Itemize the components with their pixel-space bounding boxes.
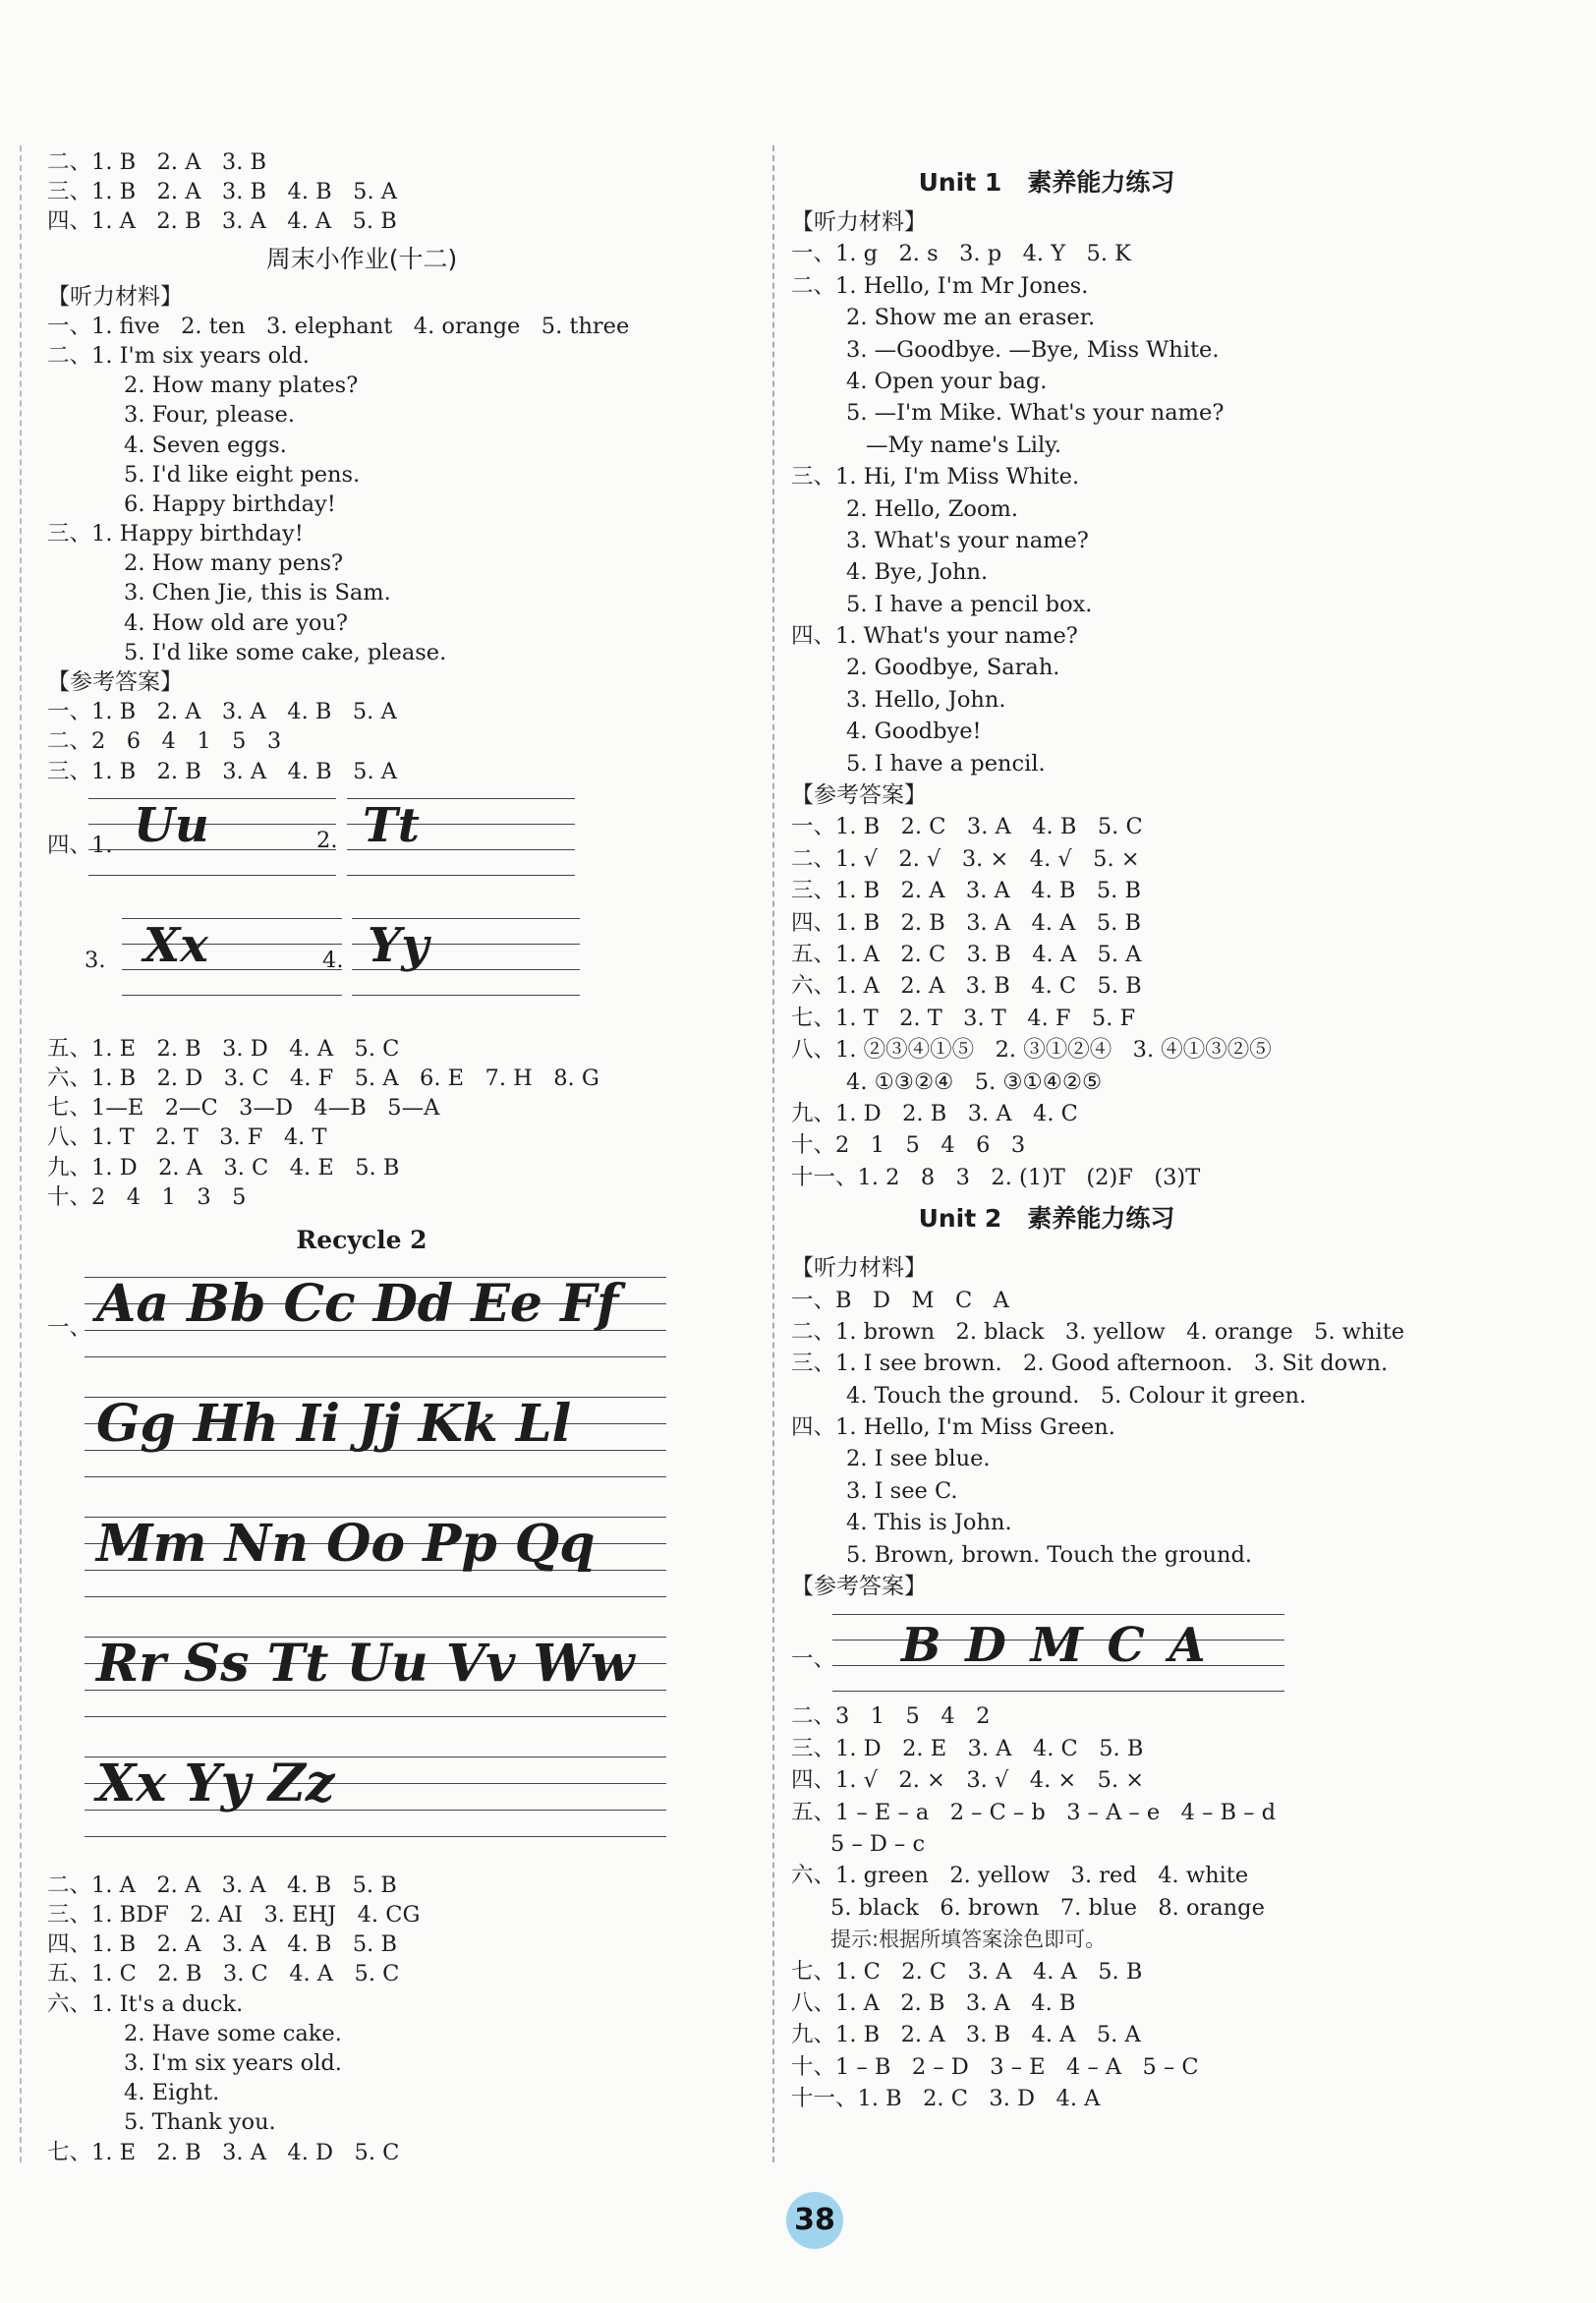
- item-number: 4.: [322, 947, 344, 973]
- answer-line: 三、1. B 2. A 3. A 4. B 5. B: [791, 878, 1142, 904]
- answer-heading: 【参考答案】: [791, 782, 927, 809]
- listen-line: 3. Hello, John.: [846, 686, 1006, 713]
- answer-line: 四、1. A 2. B 3. A 4. A 5. B: [47, 208, 397, 235]
- handwritten-alphabet-row: Gg Hh Ii Jj Kk Ll: [96, 1393, 572, 1454]
- answer-line: 十、2 4 1 3 5: [47, 1183, 247, 1210]
- listen-line: 3. What's your name?: [846, 527, 1089, 553]
- answer-line: 八、1. T 2. T 3. F 4. T: [47, 1124, 327, 1151]
- answer-line: 七、1. C 2. C 3. A 4. A 5. B: [791, 1958, 1143, 1985]
- listen-line: 6. Happy birthday!: [124, 490, 336, 517]
- answer-line: 3. I'm six years old.: [124, 2050, 342, 2076]
- listen-line: 4. Bye, John.: [846, 559, 989, 586]
- handwritten-letters: Xx: [143, 917, 208, 973]
- handwritten-letters: Tt: [363, 797, 420, 853]
- answer-line: 4. Eight.: [124, 2080, 220, 2106]
- answer-heading: 【参考答案】: [47, 669, 183, 695]
- answer-line: 十一、1. 2 8 3 2. (1)T (2)F (3)T: [791, 1164, 1201, 1190]
- handwriting-lines: [122, 918, 342, 997]
- item-number: 2.: [316, 827, 338, 853]
- answer-line: 七、1. T 2. T 3. T 4. F 5. F: [791, 1005, 1136, 1031]
- answer-line: 四、1. B 2. A 3. A 4. B 5. B: [47, 1931, 398, 1958]
- handwritten-alphabet-row: Mm Nn Oo Pp Qq: [96, 1513, 596, 1574]
- answer-line: 九、1. D 2. A 3. C 4. E 5. B: [47, 1154, 400, 1180]
- listen-line: 4. Seven eggs.: [124, 432, 287, 458]
- answer-heading: 【参考答案】: [791, 1574, 927, 1600]
- handwriting-lines: [832, 1614, 1284, 1693]
- section-title-weekend-12: 周末小作业(十二): [265, 244, 458, 273]
- right-column: [791, 159, 1405, 2114]
- answer-line: 四、1. √ 2. × 3. √ 4. × 5. ×: [791, 1767, 1145, 1794]
- listen-line: 2. How many pens?: [124, 550, 344, 577]
- handwritten-alphabet-row: Aa Bb Cc Dd Ee Ff: [96, 1273, 619, 1334]
- item-number: 3.: [85, 947, 106, 973]
- listen-line: 三、1. Happy birthday!: [47, 521, 304, 547]
- handwriting-lines: [85, 1633, 666, 1717]
- handwritten-letters: Yy: [368, 917, 429, 973]
- answer-line: 八、1. ②③④①⑤ 2. ③①②④ 3. ④①③②⑤: [791, 1037, 1272, 1064]
- answer-line: 六、1. It's a duck.: [47, 1990, 244, 2017]
- listen-line: 4. Open your bag.: [846, 368, 1048, 394]
- listen-line: 3. —Goodbye. —Bye, Miss White.: [846, 336, 1220, 363]
- answer-line: 六、1. green 2. yellow 3. red 4. white: [791, 1863, 1249, 1889]
- item-prefix: 四、1.: [47, 832, 113, 858]
- listening-heading: 【听力材料】: [47, 283, 183, 310]
- answer-line: 三、1. BDF 2. AI 3. EHJ 4. CG: [47, 1902, 421, 1929]
- handwriting-lines: [352, 918, 580, 997]
- listen-line: 4. Goodbye!: [846, 719, 982, 745]
- answer-line: 九、1. B 2. A 3. B 4. A 5. A: [791, 2022, 1141, 2048]
- listening-heading: 【听力材料】: [791, 209, 927, 235]
- answer-line: 八、1. A 2. B 3. A 4. B: [791, 1989, 1076, 2016]
- left-column: [47, 147, 676, 2167]
- handwriting-lines: [85, 1753, 666, 1837]
- answer-line: 十、2 1 5 4 6 3: [791, 1132, 1026, 1159]
- answer-line: 九、1. D 2. B 3. A 4. C: [791, 1100, 1078, 1126]
- answer-line: 二、2 6 4 1 5 3: [47, 728, 282, 755]
- listen-line: 2. How many plates?: [124, 373, 359, 399]
- listen-line: 5. —I'm Mike. What's your name?: [846, 400, 1225, 427]
- listen-line: 二、1. I'm six years old.: [47, 342, 310, 369]
- section-title-unit-2: Unit 2 素养能力练习: [918, 1204, 1175, 1234]
- item-prefix: 一、: [791, 1646, 836, 1673]
- handwritten-alphabet-row: Rr Ss Tt Uu Vv Ww: [96, 1633, 635, 1694]
- answer-line: 二、1. √ 2. √ 3. × 4. √ 5. ×: [791, 845, 1140, 872]
- listen-line: 一、1. g 2. s 3. p 4. Y 5. K: [791, 241, 1131, 267]
- answer-line: 三、1. B 2. B 3. A 4. B 5. A: [47, 758, 398, 784]
- answer-line: 十、1 – B 2 – D 3 – E 4 – A 5 – C: [791, 2053, 1199, 2080]
- listen-line: 3. Four, please.: [124, 402, 295, 429]
- handwritten-letters: B D M C A: [901, 1618, 1210, 1674]
- listen-line: 四、1. What's your name?: [791, 623, 1078, 650]
- answer-line: 七、1—E 2—C 3—D 4—B 5—A: [47, 1095, 440, 1122]
- answer-line: 二、3 1 5 4 2: [791, 1703, 991, 1730]
- listen-line: 四、1. Hello, I'm Miss Green.: [791, 1414, 1115, 1441]
- listen-line: 4. Touch the ground. 5. Colour it green.: [846, 1382, 1307, 1409]
- listen-line: 三、1. Hi, I'm Miss White.: [791, 464, 1080, 490]
- answer-line: 4. ①③②④ 5. ③①④②⑤: [846, 1068, 1103, 1095]
- listen-line: 3. Chen Jie, this is Sam.: [124, 580, 391, 606]
- answer-line: 5. black 6. brown 7. blue 8. orange: [830, 1894, 1265, 1921]
- listen-line: 2. Show me an eraser.: [846, 305, 1096, 331]
- listen-line: 2. Hello, Zoom.: [846, 495, 1019, 522]
- answer-line: 六、1. A 2. A 3. B 4. C 5. B: [791, 973, 1142, 1000]
- handwriting-lines: [85, 1273, 666, 1357]
- listen-line: 5. I'd like eight pens.: [124, 461, 361, 488]
- page-number: 38: [786, 2192, 843, 2249]
- answer-line: 四、1. B 2. B 3. A 4. A 5. B: [791, 909, 1142, 936]
- handwriting-letters-block: [791, 1602, 1302, 1700]
- listen-line: 5. I'd like some cake, please.: [124, 639, 447, 665]
- answer-line: 二、1. A 2. A 3. A 4. B 5. B: [47, 1871, 397, 1898]
- listen-line: 2. I see blue.: [846, 1446, 991, 1472]
- left-margin-divider: [20, 145, 22, 2162]
- handwriting-lines: [85, 1393, 666, 1477]
- listening-heading: 【听力材料】: [791, 1255, 927, 1282]
- listen-line: 5. I have a pencil.: [846, 750, 1046, 777]
- answer-line: 2. Have some cake.: [124, 2020, 342, 2046]
- section-title-unit-1: Unit 1 素养能力练习: [918, 168, 1175, 197]
- alphabet-handwriting-block: [47, 1269, 676, 1871]
- listen-line: 3. I see C.: [846, 1477, 958, 1504]
- answer-line: 一、1. B 2. C 3. A 4. B 5. C: [791, 814, 1143, 840]
- listen-line: 4. This is John.: [846, 1510, 1012, 1536]
- listen-line: 一、B D M C A: [791, 1287, 1009, 1313]
- listen-line: 5. I have a pencil box.: [846, 591, 1093, 617]
- answer-line: 二、1. B 2. A 3. B: [47, 149, 267, 175]
- listen-line: 2. Goodbye, Sarah.: [846, 655, 1060, 681]
- answer-line: 5 – D – c: [830, 1830, 926, 1857]
- answer-line: 一、1. B 2. A 3. A 4. B 5. A: [47, 699, 397, 725]
- answer-line: 七、1. E 2. B 3. A 4. D 5. C: [47, 2139, 400, 2165]
- answer-line: 五、1. A 2. C 3. B 4. A 5. A: [791, 941, 1142, 967]
- listen-line: 二、1. brown 2. black 3. yellow 4. orange 5. white: [791, 1318, 1405, 1345]
- item-prefix: 一、: [47, 1314, 92, 1341]
- hint-line: 提示:根据所填答案涂色即可。: [830, 1928, 1107, 1952]
- handwritten-letters: Uu: [134, 797, 209, 853]
- listen-line: 三、1. I see brown. 2. Good afternoon. 3. Sit down.: [791, 1351, 1389, 1377]
- listen-line: —My name's Lily.: [866, 432, 1062, 458]
- handwriting-letters-block: [47, 786, 676, 1034]
- listen-line: 二、1. Hello, I'm Mr Jones.: [791, 272, 1089, 299]
- answer-line: 六、1. B 2. D 3. C 4. F 5. A 6. E 7. H 8. G: [47, 1065, 599, 1091]
- answer-line: 三、1. D 2. E 3. A 4. C 5. B: [791, 1735, 1144, 1761]
- section-title-recycle-2: Recycle 2: [296, 1225, 428, 1254]
- answer-line: 五、1. E 2. B 3. D 4. A 5. C: [47, 1035, 400, 1062]
- listen-line: 4. How old are you?: [124, 609, 348, 636]
- answer-line: 十一、1. B 2. C 3. D 4. A: [791, 2086, 1101, 2112]
- column-divider: [772, 145, 774, 2162]
- answer-line: 五、1 – E – a 2 – C – b 3 – A – e 4 – B – d: [791, 1799, 1277, 1825]
- answer-line: 五、1. C 2. B 3. C 4. A 5. C: [47, 1961, 400, 1987]
- handwriting-lines: [85, 1513, 666, 1597]
- listen-line: 5. Brown, brown. Touch the ground.: [846, 1541, 1253, 1568]
- answer-line: 三、1. B 2. A 3. B 4. B 5. A: [47, 179, 398, 205]
- answer-line: 5. Thank you.: [124, 2109, 276, 2136]
- handwriting-lines: [88, 798, 336, 877]
- listen-line: 一、1. five 2. ten 3. elephant 4. orange 5. three: [47, 313, 630, 339]
- handwritten-alphabet-row: Xx Yy Zz: [96, 1753, 335, 1814]
- handwriting-lines: [347, 798, 575, 877]
